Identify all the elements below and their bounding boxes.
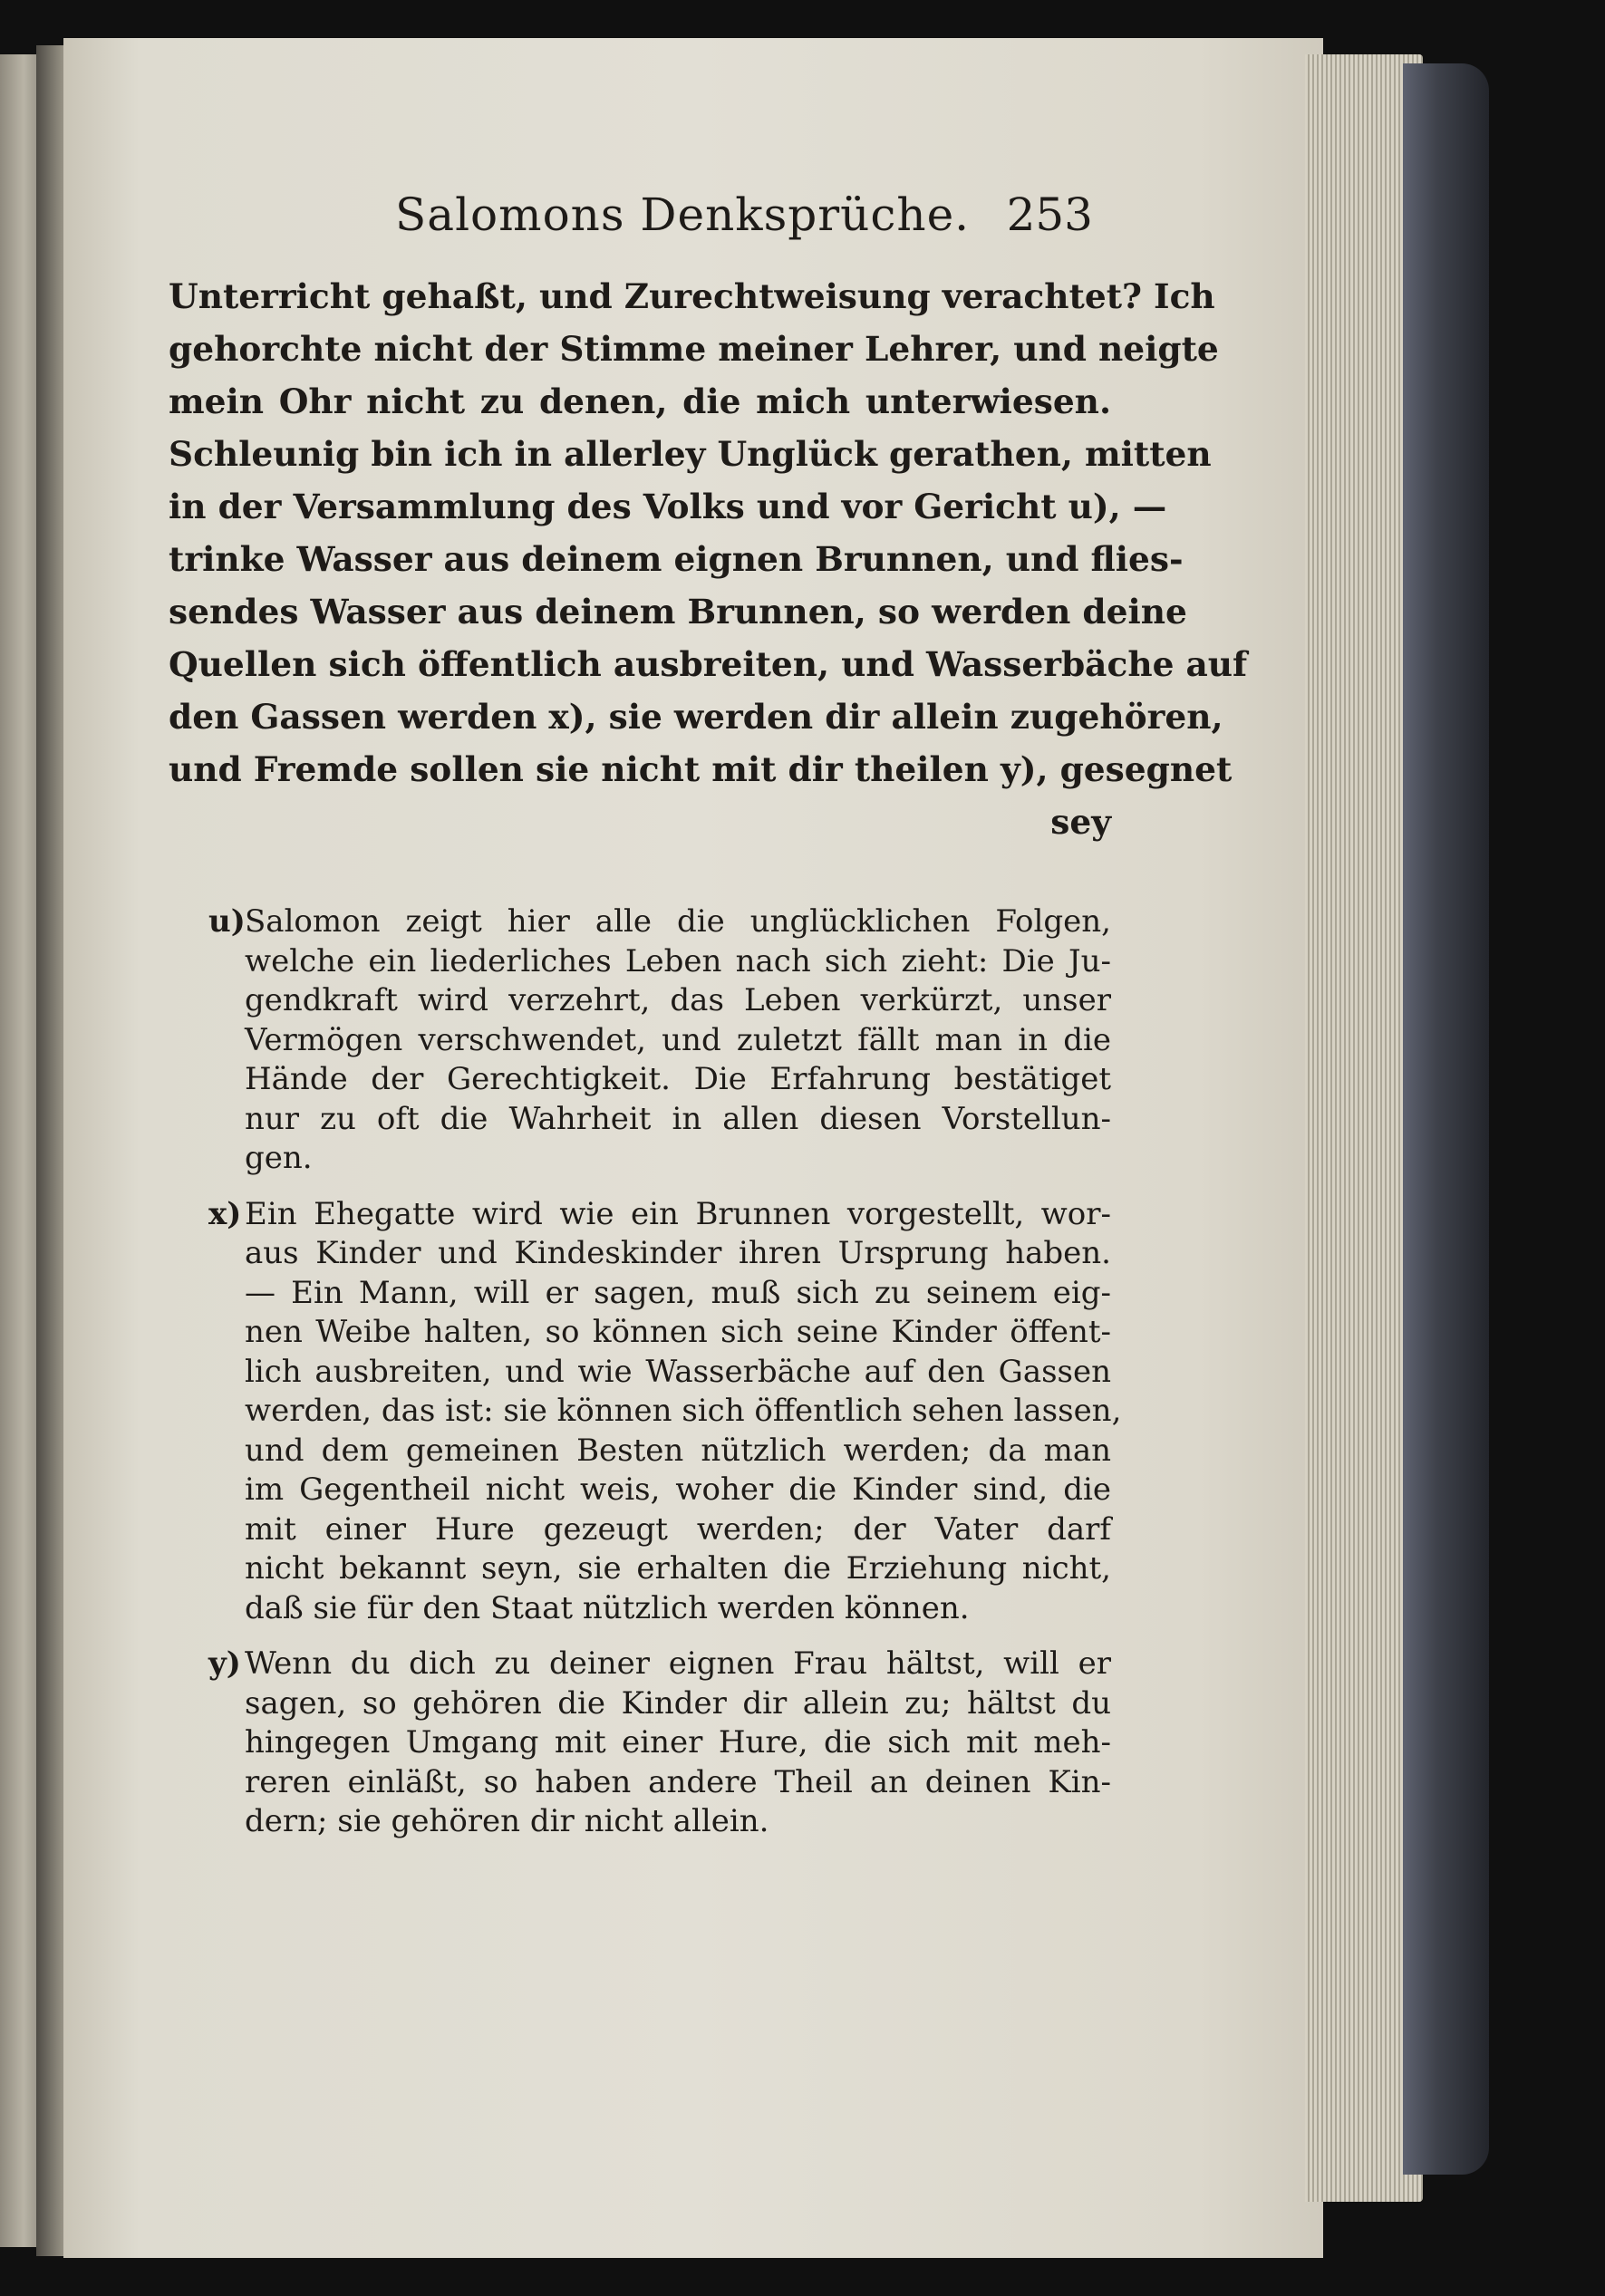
- footnote-line: nen Weibe halten, so können sich seine Kinder öffent-: [245, 1314, 1111, 1350]
- footnote-line: mit einer Hure gezeugt werden; der Vater darf: [245, 1510, 1111, 1548]
- footnote-line: hingegen Umgang mit einer Hure, die sich mit meh-: [245, 1724, 1111, 1761]
- footnote-line: reren einläßt, so haben andere Theil an deinen Kin-: [245, 1763, 1111, 1800]
- footnote-line: und dem gemeinen Besten nützlich werden; da man: [245, 1432, 1111, 1469]
- footnote-marker: u): [208, 903, 246, 940]
- footnote-marker: y): [208, 1645, 241, 1682]
- footnote-line: dern; sie gehören dir nicht allein.: [245, 1803, 769, 1839]
- body-line: Quellen sich öffentlich ausbreiten, und Wasserbäche auf: [169, 644, 1248, 684]
- catchword: sey: [1050, 802, 1111, 842]
- running-head: Salomons Denksprüche.: [395, 188, 971, 241]
- page-text: [169, 181, 1248, 1858]
- footnote-line: Ein Ehegatte wird wie ein Brunnen vorgestellt, wor-: [245, 1195, 1111, 1232]
- page-header: [169, 181, 1111, 263]
- footnote-y: [169, 1645, 1111, 1842]
- footnote-line: welche ein liederliches Leben nach sich zieht: Die Ju-: [245, 942, 1111, 979]
- footnote-line: Salomon zeigt hier alle die unglücklichen Folgen,: [245, 903, 1111, 940]
- footnote-line: gendkraft wird verzehrt, das Leben verkürzt, unser: [245, 982, 1111, 1018]
- body-line: den Gassen werden x), sie werden dir allein zugehören,: [169, 697, 1223, 737]
- footnote-line: im Gegentheil nicht weis, woher die Kinder sind, die: [245, 1471, 1111, 1508]
- body-line: in der Versammlung des Volks und vor Gericht u), —: [169, 487, 1167, 526]
- footnote-line: Hände der Gerechtigkeit. Die Erfahrung bestätiget: [245, 1061, 1111, 1097]
- footnote-line: aus Kinder und Kindeskinder ihren Ursprung haben.: [245, 1235, 1111, 1271]
- footnotes: [169, 902, 1122, 1842]
- footnote-u: [169, 902, 1111, 1179]
- page-number: 253: [1006, 188, 1093, 241]
- body-line: Schleunig bin ich in allerley Unglück gerathen, mitten: [169, 434, 1212, 474]
- footnote-line: gen.: [245, 1140, 313, 1176]
- body-line: gehorchte nicht der Stimme meiner Lehrer, und neigte: [169, 329, 1219, 369]
- footnote-line: sagen, so gehören die Kinder dir allein zu; hältst du: [245, 1684, 1111, 1722]
- footnote-line: nicht bekannt seyn, sie erhalten die Erziehung nicht,: [245, 1550, 1111, 1587]
- body-line: und Fremde sollen sie nicht mit dir theilen y), gesegnet: [169, 749, 1233, 789]
- footnote-line: — Ein Mann, will er sagen, muß sich zu seinem eig-: [245, 1274, 1111, 1311]
- body-line: mein Ohr nicht zu denen, die mich unterwiesen.: [169, 381, 1111, 421]
- footnote-line: Vermögen verschwendet, und zuletzt fällt man in die: [245, 1021, 1111, 1058]
- footnote-line: Wenn du dich zu deiner eignen Frau hältst, will er: [245, 1645, 1111, 1682]
- footnote-line: lich ausbreiten, und wie Wasserbäche auf den Gassen: [245, 1353, 1111, 1390]
- body-text: [169, 270, 1248, 848]
- body-line: Unterricht gehaßt, und Zurechtweisung verachtet? Ich: [169, 276, 1215, 316]
- footnote-line: daß sie für den Staat nützlich werden können.: [245, 1589, 970, 1626]
- footnote-marker: x): [208, 1195, 242, 1232]
- footnote-line: werden, das ist: sie können sich öffentlich sehen lassen,: [245, 1393, 1122, 1429]
- footnote-line: nur zu oft die Wahrheit in allen diesen Vorstellun-: [245, 1100, 1111, 1137]
- body-line: sendes Wasser aus deinem Brunnen, so werden deine: [169, 592, 1187, 632]
- body-line: trinke Wasser aus deinem eignen Brunnen, und flies-: [169, 539, 1184, 579]
- book-cover-edge: [1403, 63, 1489, 2175]
- footnote-x: [169, 1195, 1122, 1629]
